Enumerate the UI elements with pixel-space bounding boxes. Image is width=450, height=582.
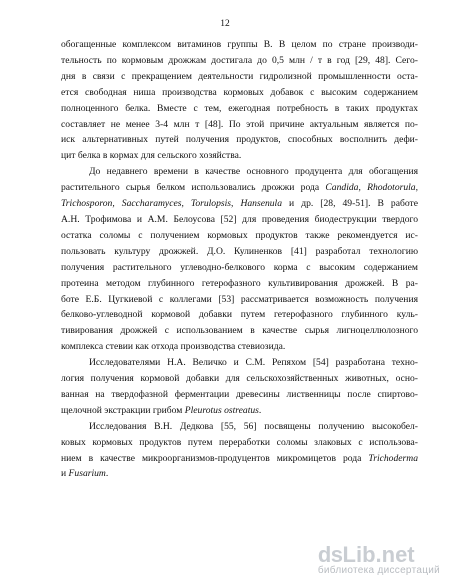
watermark-tagline: библиотека диссертаций [317, 565, 440, 576]
watermark-logo[interactable] [318, 542, 440, 576]
text-line: полноценного белка. Вместе с тем, ежегодная потребность в таких продуктах [61, 102, 418, 114]
text-fragment: щелочной экстракции грибом [61, 404, 185, 416]
text-line [61, 466, 418, 482]
text-fragment: нием в качестве микроорганизмов-продуцентов микромицетов рода [61, 452, 369, 464]
text-line: пользовать культуру дрожжей. Д.О. Кулиненков [41] разработал технологию [61, 245, 418, 257]
italic-genus: Fusarium [68, 468, 106, 480]
text-fragment: и [61, 468, 69, 480]
watermark-net: .net [375, 542, 415, 567]
text-fragment: растительного сырья белком использовались дрожжи рода [61, 182, 326, 194]
text-line [61, 196, 418, 212]
italic-genus: Trichoderma [368, 452, 418, 464]
text-line: тивирования дрожжей с использованием в качестве сырья лигноцеллюлозного [61, 325, 418, 337]
watermark-text [318, 542, 440, 576]
text-line: протеина методом глубинного гетерофазного культивирования дрожжей. В ра- [61, 277, 418, 289]
text-line: Исследования В.Н. Дедкова [55, 56] посвящены получению высокобел- [89, 420, 418, 432]
text-line: цит белка в кормах для сельского хозяйства. [61, 150, 242, 162]
text-line: обогащенные комплексом витаминов группы В. В целом по стране производи- [61, 39, 418, 50]
text-line: ется свободная ниша производства кормовых добавок с высоким содержанием [61, 86, 418, 98]
italic-genus: Trichosporon, Saccharamyces, Torulopsis, Hansenula [61, 198, 283, 210]
text-fragment: и др. [28, 49-51]. В работе [282, 198, 418, 210]
text-line: дня в связи с прекращением деятельности гидролизной промышленности оста- [61, 70, 418, 82]
text-line [61, 403, 418, 419]
text-line: составляет не менее 3-4 млн т [48]. По этой причине актуальным является по- [61, 118, 418, 130]
document-body [61, 37, 418, 482]
text-line: логия получения кормовой добавки для сельскохозяйственных животных, осно- [61, 373, 418, 385]
text-line: иск альтернативных путей получения продуктов, способных восполнить дефи- [61, 134, 418, 146]
text-fragment: . [105, 468, 109, 480]
text-line: До недавнего времени в качестве основного продуцента для обогащения [89, 166, 418, 178]
text-line: комплекса стевии как отхода производства стевиозида. [61, 341, 286, 353]
text-line: боте Е.Б. Цугкиевой с коллегами [53] рассматривается возможность получения [61, 293, 418, 305]
text-line: А.Н. Трофимова и А.М. Белоусова [52] для проведения биодеструкции твердого [61, 213, 418, 225]
text-line [61, 451, 418, 467]
text-line: Исследователями Н.А. Величко и С.М. Репяхом [54] разработана техно- [89, 357, 418, 369]
text-line: остатка соломы с получением кормовых продуктов также рекомендуется ис- [61, 229, 418, 241]
watermark-ds: ds [317, 542, 343, 567]
watermark-lib: Lib [342, 542, 376, 567]
italic-genus: Candida, Rhodotorula, [325, 182, 419, 194]
text-line: получения растительного углеводно-белкового корма с высоким содержанием [61, 261, 418, 273]
text-line: ковых кормовых продуктов путем переработки соломы злаковых с использова- [61, 436, 418, 448]
text-line: тельность по кормовым дрожжам достигала до 0,5 млн / т в год [29, 48]. Сего- [61, 54, 418, 66]
text-line [61, 180, 418, 196]
text-line: белково-углеводной кормовой добавки путем гетерофазного глубинного куль- [61, 309, 418, 321]
page-number: 12 [220, 19, 230, 29]
text-fragment: . [258, 404, 262, 416]
italic-species: Pleurotus ostreatus [184, 404, 259, 416]
text-line: ванная на твердофазной ферментации древесины лиственницы после спиртово- [61, 388, 418, 400]
